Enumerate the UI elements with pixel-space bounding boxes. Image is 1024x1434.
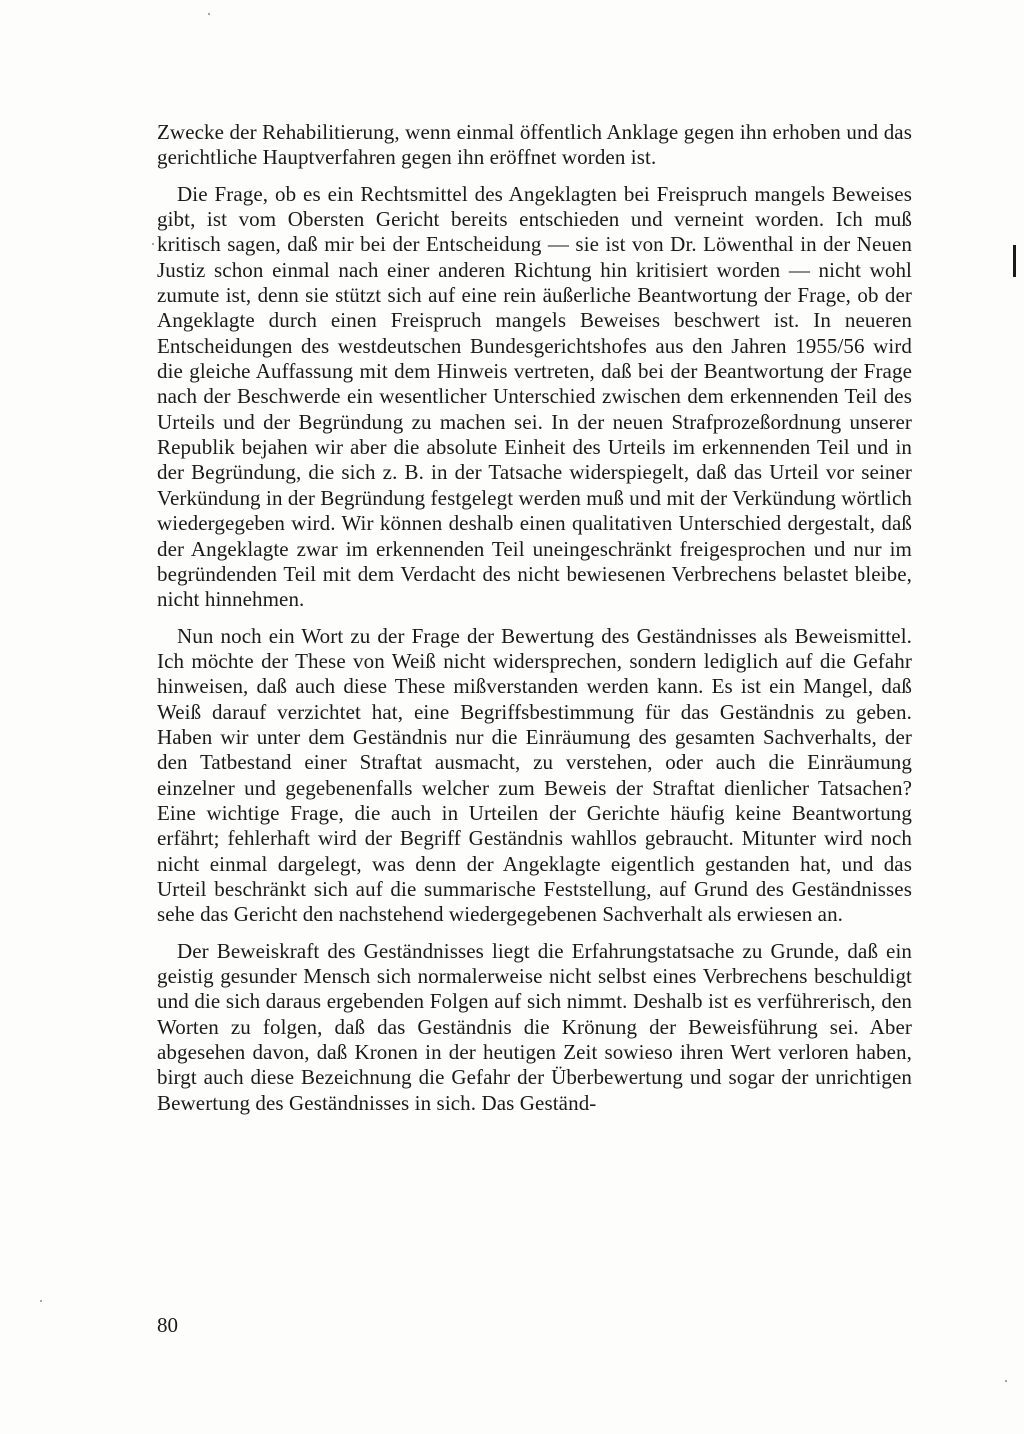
body-text [157, 120, 912, 1116]
paragraph-2: Die Frage, ob es ein Rechtsmittel des Angeklagten bei Freispruch mangels Beweises gibt, ist vom Obersten Gericht bereits entschieden und verneint worden. Ich muß kritisch sagen, daß mir bei der Entscheidung — sie ist von Dr. Löwenthal in der Neuen Justiz schon einmal nach einer anderen Richtung hin kritisiert worden — nicht wohl zumute ist, denn sie stützt sich auf eine rein äußerliche Beantwortung der Frage, ob der Angeklagte durch einen Freispruch mangels Beweises beschwert ist. In neueren Entscheidungen des westdeutschen Bundesgerichtshofes aus den Jahren 1955/56 wird die gleiche Auffassung mit dem Hinweis vertreten, daß bei der Beantwortung der Frage nach der Beschwerde ein wesentlicher Unterschied zwischen dem erkennenden Teil des Urteils und der Begründung zu machen sei. In der neuen Strafprozeßordnung unserer Republik bejahen wir aber die absolute Einheit des Urteils im erkennenden Teil und in der Begründung, die sich z. B. in der Tatsache widerspiegelt, daß das Urteil vor seiner Verkündung in der Begründung festgelegt werden muß und mit der Verkündung wörtlich wiedergegeben wird. Wir können deshalb einen qualitativen Unterschied dergestalt, daß der Angeklagte zwar im erkennenden Teil uneingeschränkt freigesprochen und nur im begründenden Teil mit dem Verdacht des nicht bewiesenen Verbrechens belastet bleibe, nicht hinnehmen. [157, 181, 912, 612]
paragraph-4: Der Beweiskraft des Geständnisses liegt die Erfahrungstatsache zu Grunde, daß ein geistig gesunder Mensch sich normalerweise nicht selbst eines Verbrechens beschuldigt und die sich daraus ergebenden Folgen auf sich nimmt. Deshalb ist es verführerisch, den Worten zu folgen, daß das Geständnis die Krönung der Beweisführung sei. Aber abgesehen davon, daß Kronen in der heutigen Zeit sowieso ihren Wert verloren haben, birgt auch diese Bezeichnung die Gefahr der Überbewertung und sogar der unrichtigen Bewertung des Geständnisses in sich. Das Geständ- [157, 938, 912, 1115]
scan-speck [1005, 1380, 1007, 1382]
scan-speck [40, 1300, 42, 1302]
paragraph-1: Zwecke der Rehabilitierung, wenn einmal öffentlich Anklage gegen ihn erhoben und das gerichtliche Hauptverfahren gegen ihn eröffnet worden ist. [157, 120, 912, 170]
scan-speck [208, 13, 210, 15]
page-number: 80 [157, 1313, 178, 1337]
scan-speck [152, 243, 154, 245]
paragraph-3: Nun noch ein Wort zu der Frage der Bewertung des Geständnisses als Beweismittel. Ich möchte der These von Weiß nicht widersprechen, sondern lediglich auf die Gefahr hinweisen, daß auch diese These mißverstanden werden kann. Es ist ein Mangel, daß Weiß darauf verzichtet hat, eine Begriffsbestimmung für das Geständnis zu geben. Haben wir unter dem Geständnis nur die Einräumung des gesamten Sachverhalts, der den Tatbestand einer Straftat ausmacht, zu verstehen, oder auch die Einräumung einzelner und gegebenenfalls welcher zum Beweis der Straftat dienlicher Tatsachen? Eine wichtige Frage, die auch in Urteilen der Gerichte häufig keine Beantwortung erfährt; fehlerhaft wird der Begriff Geständnis wahllos gebraucht. Mitunter wird noch nicht einmal dargelegt, was denn der Angeklagte eigentlich gestanden hat, und das Urteil beschränkt sich auf die summarische Feststellung, auf Grund des Geständnisses sehe das Gericht den nachstehend wiedergegebenen Sachverhalt als erwiesen an. [157, 623, 912, 927]
margin-bar-mark [1013, 245, 1016, 277]
